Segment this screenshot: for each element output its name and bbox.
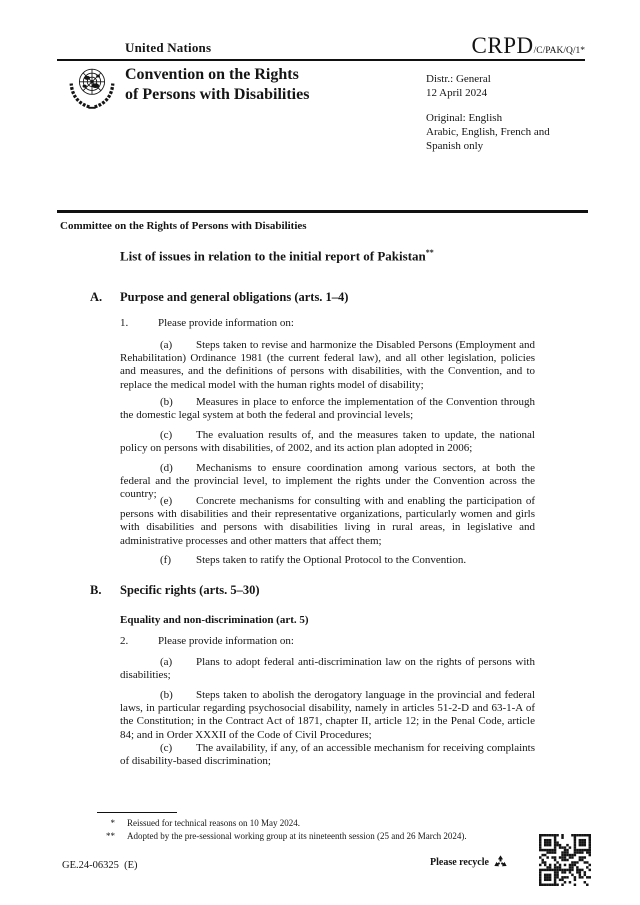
- paragraph-1a: (a) Steps taken to revise and harmonize the Disabled Persons (Employment and Rehabilitation) Ordinance 1981 (the current federal law), and all other legislation, policies and measures, and the definitions of persons with disabilities, with the Convention, and to replace the medical model with the human rights model of disability;: [120, 339, 535, 391]
- qr-code-icon: [539, 834, 591, 886]
- distr-line: Distr.: General: [426, 73, 491, 85]
- org-name: United Nations: [125, 40, 212, 55]
- paragraph-1e: (e) Concrete mechanisms for consulting with and enabling the participation of persons with disabilities and their representative organizations, particularly women and girls with disabilities and persons with disabilities living in rural areas, in legislative and administrative processes and other matters that affect them;: [120, 495, 535, 547]
- un-emblem-icon: [66, 62, 118, 112]
- subparagraph-label: (b): [160, 396, 173, 408]
- subparagraph-label: (c): [160, 429, 173, 441]
- paragraph-2b: (b) Steps taken to abolish the derogatory language in the provincial and federal laws, in particular regarding psychosocial disability, namely in articles 51-2-D and 63-1-A of the Constitution; in the Contract Act of 1871, chapter II, article 12; in the Penal Code, article 84; and in Order XXXII of the Code of Civil Procedures;: [120, 689, 535, 741]
- subparagraph-label: (e): [160, 495, 173, 507]
- paragraph-number: 1.: [120, 317, 129, 329]
- subparagraph-label: (f): [160, 554, 171, 566]
- section-divider-rule: [57, 210, 588, 213]
- subparagraph-label: (b): [160, 689, 173, 701]
- section-heading-text: Specific rights (arts. 5–30): [120, 583, 260, 597]
- article-subheading: Equality and non-discrimination (art. 5): [120, 614, 309, 626]
- footnote-rule: [97, 812, 177, 813]
- original-line: Original: English: [426, 112, 503, 124]
- document-symbol: [472, 33, 585, 59]
- section-b-heading: [90, 583, 535, 598]
- paragraph-2: 2. Please provide information on:: [120, 635, 294, 647]
- recycle-label: Please recycle: [430, 857, 489, 868]
- section-letter: B.: [90, 583, 102, 597]
- footnote-1: * Reissued for technical reasons on 10 May 2024.: [95, 817, 540, 830]
- date-line: 12 April 2024: [426, 87, 488, 99]
- distribution-block: [426, 72, 491, 100]
- footnote-marker: **: [106, 831, 115, 841]
- title-footnote-marker: **: [425, 248, 434, 257]
- paragraph-1d: (d) Mechanisms to ensure coordination among various sectors, at both the federal and the provincial level, to implement the rights under the Convention across the country;: [120, 462, 535, 501]
- footnote-marker: *: [110, 818, 115, 828]
- languages-line1: Arabic, English, French and: [426, 126, 550, 138]
- section-a-heading: [90, 290, 535, 305]
- paragraph-1c: (c) The evaluation results of, and the measures taken to update, the national policy on persons with disabilities, of 2002, and its action plan adopted in 2006;: [120, 429, 535, 455]
- header-rule: [57, 59, 585, 61]
- document-code: GE.24-06325 (E): [62, 860, 138, 871]
- subparagraph-label: (c): [160, 742, 173, 754]
- original-language-block: [426, 111, 550, 153]
- paragraph-1: 1. Please provide information on:: [120, 317, 294, 329]
- document-title: List of issues in relation to the initial report of Pakistan**: [120, 248, 434, 264]
- languages-line2: Spanish only: [426, 140, 484, 152]
- treaty-body-title-line2: of Persons with Disabilities: [125, 86, 310, 103]
- document-symbol-main: CRPD: [471, 33, 534, 58]
- un-emblem-logo: [66, 62, 118, 112]
- qr-code: [539, 834, 591, 886]
- paragraph-1f: (f) Steps taken to ratify the Optional Protocol to the Convention.: [160, 554, 467, 566]
- paragraph-1b: (b) Measures in place to enforce the implementation of the Convention through the domestic legal system at both the federal and provincial levels;: [120, 396, 535, 422]
- committee-name: Committee on the Rights of Persons with Disabilities: [60, 220, 307, 232]
- paragraph-2a: (a) Plans to adopt federal anti-discrimination law on the rights of persons with disabilities;: [120, 656, 535, 682]
- treaty-body-title-line1: Convention on the Rights: [125, 66, 299, 83]
- treaty-body-title: [125, 65, 309, 105]
- document-symbol-rest: /C/PAK/Q/1*: [533, 46, 585, 56]
- footnote-2: ** Adopted by the pre-sessional working group at its nineteenth session (25 and 26 March 2024).: [95, 830, 540, 843]
- section-heading-text: Purpose and general obligations (arts. 1–4): [120, 290, 349, 304]
- subparagraph-label: (d): [160, 462, 173, 474]
- recycle-icon: [492, 854, 509, 871]
- paragraph-number: 2.: [120, 635, 129, 647]
- paragraph-2c: (c) The availability, if any, of an accessible mechanism for receiving complaints of disability-based discrimination;: [120, 742, 535, 768]
- subparagraph-label: (a): [160, 656, 173, 668]
- section-letter: A.: [90, 290, 103, 304]
- recycle-notice: [430, 854, 509, 871]
- subparagraph-label: (a): [160, 339, 173, 351]
